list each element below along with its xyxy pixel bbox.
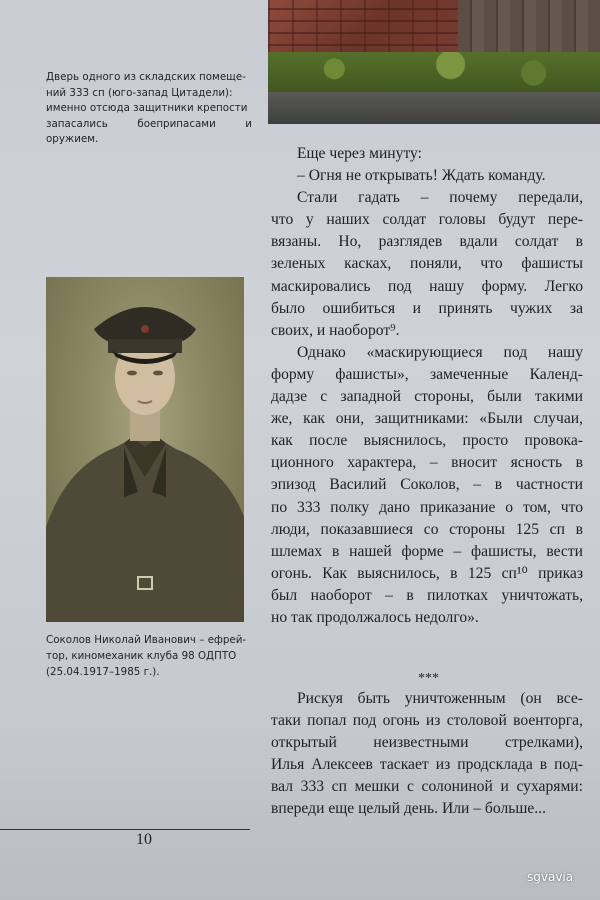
- footer-rule: [0, 829, 250, 830]
- text-line: маскировались под нашу форму. Легко: [271, 277, 583, 295]
- stone-ledge: [268, 92, 600, 124]
- photo-caption-portrait: [46, 632, 256, 680]
- text-line: Еще через минуту:: [297, 145, 422, 162]
- main-text-block: [271, 143, 583, 629]
- caption-line: именно отсюда защитники крепости: [46, 102, 248, 114]
- text-line: по 333 полку дано приказание о том, что: [271, 498, 583, 516]
- main-text-block-2: [271, 688, 583, 821]
- text-line: дадзе с западной стороны, были такими: [271, 388, 583, 406]
- text-line: шлемах в нашей форме – фашисты, вести: [271, 542, 583, 560]
- text-line: огонь. Как выяснилось, в 125 сп¹⁰ приказ: [271, 564, 583, 582]
- caption-line: (25.04.1917–1985 г.).: [46, 666, 160, 678]
- text-line: впереди еще целый день. Или – больше...: [271, 800, 546, 818]
- text-line: форму фашисты», замеченные Календ-: [271, 365, 583, 383]
- watermark: sgvavia: [527, 870, 574, 884]
- text-line: вязаны. Но, разглядев вдали солдат в: [271, 233, 583, 251]
- caption-line: ний 333 сп (юго-запад Цитадели):: [46, 86, 233, 99]
- text-line: открытый неизвестными стрелками),: [271, 734, 583, 752]
- caption-line: Соколов Николай Иванович – ефрей-: [46, 634, 247, 646]
- text-line: Рискуя быть уничтоженным (он все-: [297, 690, 583, 707]
- page-number: 10: [136, 831, 152, 848]
- text-line: как после выяснилось, просто провока-: [271, 432, 583, 450]
- soldier-figure: [46, 277, 244, 622]
- text-line: зеленых касках, поняли, что фашисты: [271, 255, 583, 273]
- text-line: эпизод Василий Соколов, – в частности: [271, 476, 583, 494]
- text-line: Стали гадать – почему передали,: [297, 189, 583, 207]
- text-line: своих, и наоборот⁹.: [271, 321, 400, 339]
- grass: [268, 52, 600, 94]
- text-line: было ошибиться и принять чужих за: [271, 299, 583, 317]
- storage-door-photo: [268, 0, 600, 124]
- text-line: но так продолжалось недолго».: [271, 608, 479, 626]
- text-line: – Огня не открывать! Ждать команду.: [297, 167, 546, 185]
- photo-caption-top: [46, 70, 252, 148]
- section-separator: ***: [418, 671, 439, 686]
- soldier-portrait-photo: [46, 277, 244, 622]
- text-line: таки попал под огонь из столовой военторга,: [271, 712, 583, 730]
- text-line: Илья Алексеев таскает из продсклада в под-: [271, 756, 583, 774]
- text-line: люди, показавшиеся со стороны 125 сп в: [271, 520, 583, 538]
- caption-line: Дверь одного из складских помеще-: [46, 71, 246, 83]
- caption-line: запасались боеприпасами и оружием.: [46, 117, 252, 145]
- text-line: был наоборот – в пилотках уничтожать,: [271, 586, 583, 604]
- text-line: Однако «маскирующиеся под нашу: [297, 343, 583, 361]
- text-line: что у наших солдат головы будут пере-: [271, 211, 583, 229]
- text-line: ционного характера, – вносит ясность в: [271, 454, 583, 472]
- caption-line: тор, киномеханик клуба 98 ОДПТО: [46, 650, 237, 662]
- text-line: же, как они, защитниками: «Были случаи,: [271, 410, 583, 428]
- text-line: вал 333 сп мешки с солониной и сухарями:: [271, 778, 583, 796]
